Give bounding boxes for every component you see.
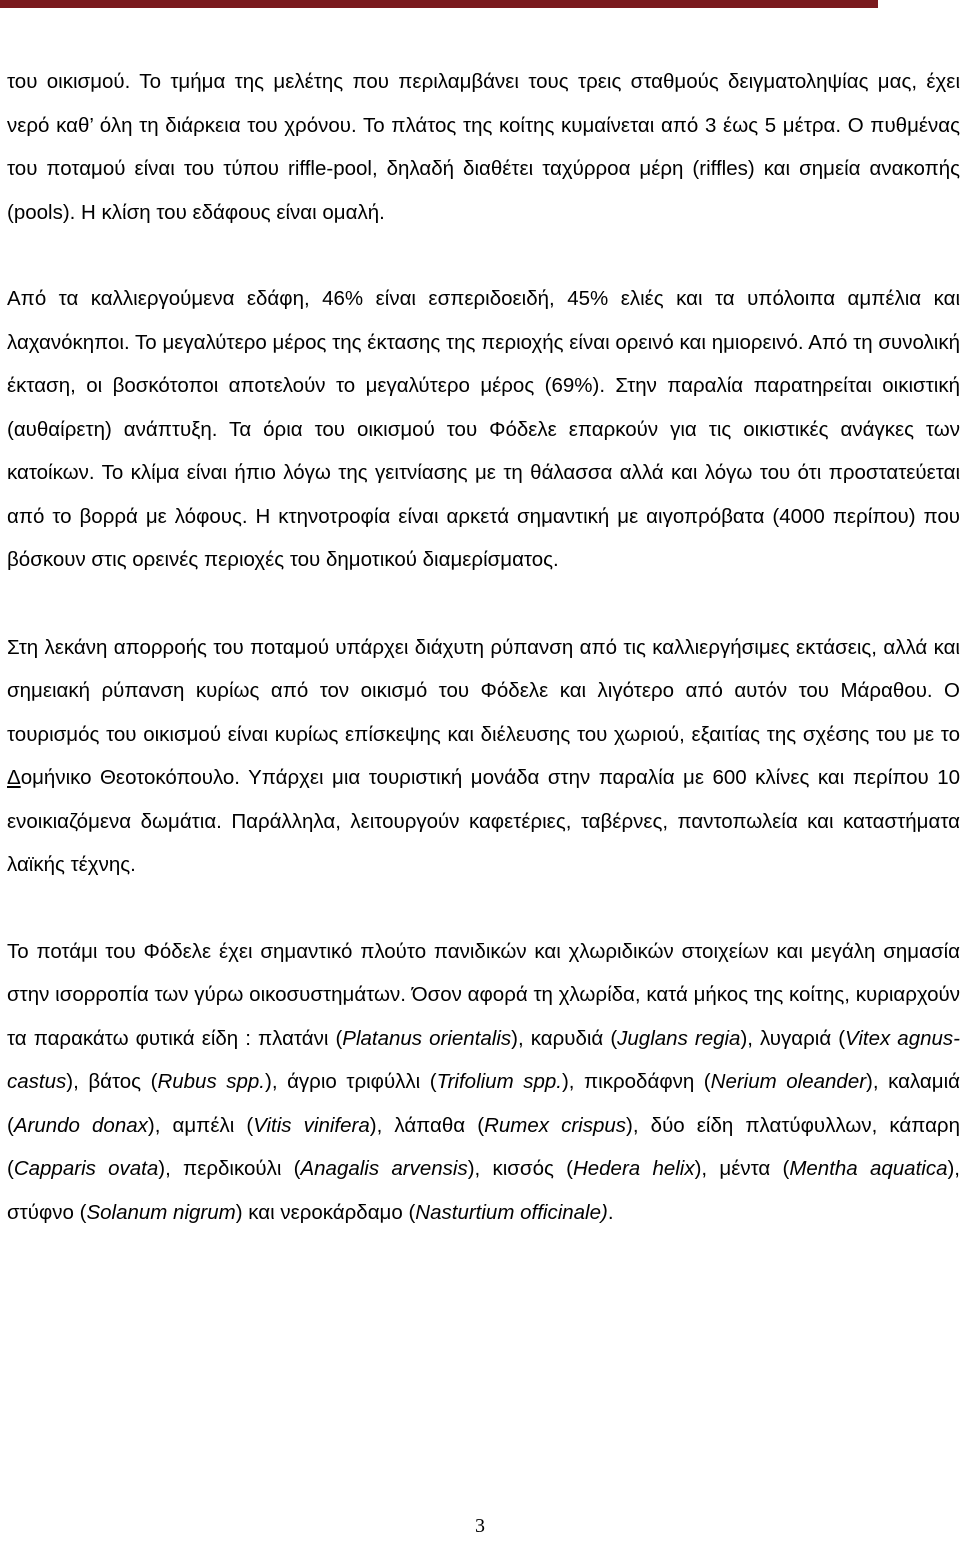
paragraph-text: ), περδικούλι ( [158, 1157, 301, 1180]
paragraph-pollution-tourism [7, 626, 960, 887]
paragraph-text: Στη λεκάνη απορροής του ποταμού υπάρχει διάχυτη ρύπανση από τις καλλιεργήσιμες εκτάσεις, αλλά και σημειακή ρύπανση κυρίως από τον οικισμό του Φόδελε και λιγότερο από αυτόν του Μάραθου. Ο τουρισμός του οικισμού είναι κυρίως επίσκεψης και διέλευσης του χωριού, εξαιτίας της σχέσης του με το [7, 635, 960, 746]
species-name: Solanum nigrum [86, 1200, 236, 1224]
species-name: Nerium oleander [710, 1070, 867, 1093]
paragraph-text: Το ποτάμι του Φόδελε έχει σημαντικό πλούτο πανιδικών και χλωριδικών στοιχείων και μεγάλη σημασία στην ισορροπία των γύρω οικοσυστημάτων. Όσον αφορά τη χλωρίδα, κατά μήκος της κοίτης, κυριαρχούν τα παρακάτω φυτικά είδη : πλατάνι ( [7, 939, 960, 1050]
species-name: Anagalis arvensis [300, 1157, 468, 1180]
paragraph-text: ), λάπαθα ( [369, 1113, 485, 1137]
species-name: Vitex agnus-castus [7, 1026, 960, 1093]
paragraph-text: . [607, 1200, 614, 1224]
paragraph-text: ), πικροδάφνη ( [561, 1070, 711, 1093]
underlined-letter: Δ [7, 766, 21, 789]
paragraph-text: ομήνικο Θεοτοκόπουλο. Υπάρχει μια τουριστική μονάδα στην παραλία με 600 κλίνες και περίπου 10 ενοικιαζόμενα δωμάτια. Παράλληλα, λειτουργούν καφετέριες, ταβέρνες, παντοπωλεία και καταστήματα λαϊκής τέχνης. [7, 766, 960, 876]
species-name: Trifolium spp. [436, 1070, 562, 1093]
paragraph-land-use [7, 277, 960, 582]
document-body [7, 60, 960, 1234]
species-name: Hedera helix [572, 1157, 695, 1180]
paragraph-text: του οικισμού. Το τμήμα της μελέτης που περιλαμβάνει τους τρεις σταθμούς δειγματοληψίας μας, έχει νερό καθ’ όλη τη διάρκεια του χρόνου. Το πλάτος της κοίτης κυμαίνεται από 3 έως 5 μέτρα. Ο πυθμένας του ποταμού είναι του τύπου riffle-pool, δηλαδή διαθέτει ταχύρροα μέρη (riffles) και σημεία ανακοπής (pools). Η κλίση του εδάφους είναι ομαλή. [7, 70, 960, 224]
paragraph-text: ), αμπέλι ( [147, 1113, 254, 1137]
paragraph-text: ) και νεροκάρδαμο ( [235, 1200, 416, 1224]
species-name: Nasturtium officinale) [415, 1200, 608, 1224]
species-name: Mentha aquatica [789, 1157, 948, 1180]
species-name: Rumex crispus [484, 1113, 627, 1137]
paragraph-text: ), στύφνο ( [7, 1157, 960, 1224]
species-name: Arundo donax [13, 1113, 148, 1137]
species-name: Vitis vinifera [253, 1113, 370, 1137]
paragraph-text: ), άγριο τριφύλλι ( [265, 1070, 437, 1093]
species-name: Juglans regia [617, 1026, 741, 1050]
paragraph-text: ), μέντα ( [694, 1157, 790, 1180]
species-name: Capparis ovata [13, 1157, 159, 1180]
paragraph-flora [7, 930, 960, 1235]
header-rule [0, 0, 878, 8]
paragraph-text: Από τα καλλιεργούμενα εδάφη, 46% είναι εσπεριδοειδή, 45% ελιές και τα υπόλοιπα αμπέλια και λαχανόκηποι. Το μεγαλύτερο μέρος της έκτασης της περιοχής είναι ορεινό και ημιορεινό. Από τη συνολική έκταση, οι βοσκότοποι αποτελούν το μεγαλύτερο μέρος (69%). Στην παραλία παρατηρείται οικιστική (αυθαίρετη) ανάπτυξη. Τα όρια του οικισμού του Φόδελε επαρκούν για τις οικιστικές ανάγκες των κατοίκων. Το κλίμα είναι ήπιο λόγω της γειτνίασης με τη θάλασσα αλλά και λόγω του ότι προστατεύεται από το βορρά με λόφους. Η κτηνοτροφία είναι αρκετά σημαντική με αιγοπρόβατα (4000 περίπου) που βόσκουν στις ορεινές περιοχές του δημοτικού διαμερίσματος. [7, 287, 960, 571]
species-name: Platanus orientalis [342, 1026, 512, 1050]
page-number: 3 [475, 1515, 485, 1537]
paragraph-text: ), καλαμιά ( [7, 1070, 960, 1137]
paragraph-text: ), καρυδιά ( [511, 1026, 618, 1050]
paragraph-river-description [7, 60, 960, 234]
paragraph-text: ), βάτος ( [66, 1070, 158, 1093]
paragraph-text: ), λυγαριά ( [740, 1026, 846, 1050]
paragraph-text: ), κισσός ( [467, 1157, 573, 1180]
paragraph-text: ), δύο είδη πλατύφυλλων, κάπαρη ( [7, 1113, 960, 1180]
species-name: Rubus spp. [157, 1070, 265, 1093]
